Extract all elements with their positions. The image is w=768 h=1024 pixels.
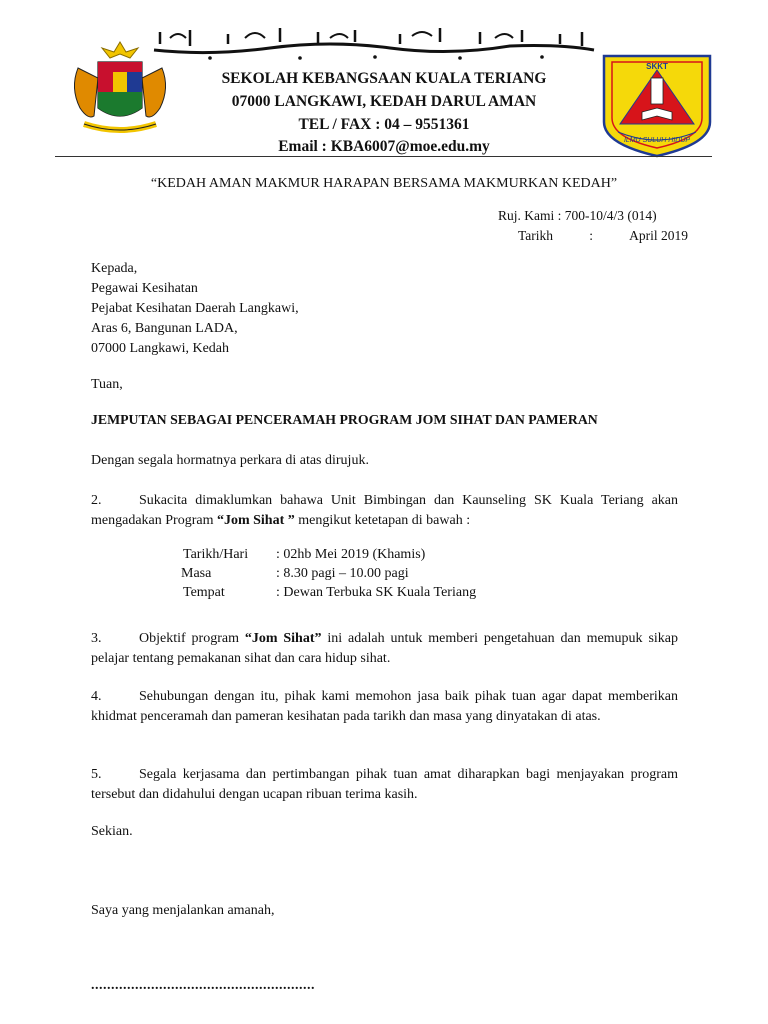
sign-off: Sekian.: [91, 824, 133, 839]
paragraph-text: ini adalah untuk memberi pengetahuan dan memupuk sikap pelajar tentang pemakanan sihat dan cara hidup sihat.: [91, 631, 678, 666]
header-divider: [55, 156, 712, 157]
intro-paragraph: Dengan segala hormatnya perkara di atas dirujuk.: [91, 453, 369, 468]
recipient-line: Pegawai Kesihatan: [91, 281, 198, 296]
paragraph-text: Objektif program: [139, 631, 245, 646]
event-row: [183, 564, 476, 583]
school-name: SEKOLAH KEBANGSAAN KUALA TERIANG: [221, 70, 547, 87]
date-separator: :: [589, 228, 593, 243]
paragraph-text: mengikut ketetapan di bawah :: [294, 513, 471, 528]
paragraph-number: 5.: [91, 767, 102, 782]
date-value: April 2019: [629, 228, 688, 243]
paragraph-5: [91, 765, 678, 805]
jawi-calligraphy-graphic: [150, 26, 598, 62]
program-name: “Jom Sihat ”: [216, 513, 295, 528]
paragraph-text: Segala kerjasama dan pertimbangan pihak tuan amat diharapkan bagi menjayakan program tersebut dan didahului dengan ucapan ribuan terima kasih.: [91, 767, 678, 802]
school-email: Email : KBA6007@moe.edu.my: [278, 138, 490, 155]
logo-motto: ILMU SULUH HIDUP: [623, 137, 691, 144]
recipient-line: 07000 Langkawi, Kedah: [91, 341, 230, 356]
paragraph-4: [91, 687, 678, 727]
logo-text: SKKT: [646, 62, 668, 71]
school-emblem-icon: [598, 52, 716, 162]
program-name: “Jom Sihat”: [244, 631, 322, 646]
recipient-line: Aras 6, Bangunan LADA,: [91, 321, 238, 336]
event-row: [183, 583, 476, 602]
paragraph-text: Sehubungan dengan itu, pihak kami memohon jasa baik pihak tuan agar dapat memberikan khidmat penceramah dan pameran kesihatan pada tarikh dan masa yang dinyatakan di atas.: [91, 689, 678, 724]
event-label: Tempat: [183, 585, 225, 600]
event-value: : 8.30 pagi – 10.00 pagi: [276, 566, 409, 581]
event-row: [183, 545, 476, 564]
event-value: : 02hb Mei 2019 (Khamis): [276, 547, 426, 562]
reference-number: Ruj. Kami : 700-10/4/3 (014): [498, 208, 657, 223]
event-details: [183, 545, 476, 602]
signature-line: ........................................................: [91, 978, 315, 993]
date-label: Tarikh: [518, 228, 554, 243]
skkt-school-logo: [598, 52, 716, 162]
paragraph-3: [91, 629, 678, 669]
reference-block: [498, 206, 688, 246]
event-value: : Dewan Terbuka SK Kuala Teriang: [276, 585, 477, 600]
event-label: Masa: [181, 566, 212, 581]
jawi-school-name: [150, 26, 598, 62]
school-address: 07000 LANGKAWI, KEDAH DARUL AMAN: [231, 93, 537, 110]
state-motto: “KEDAH AMAN MAKMUR HARAPAN BERSAMA MAKMURKAN KEDAH”: [150, 176, 618, 191]
recipient-line: Pejabat Kesihatan Daerah Langkawi,: [91, 301, 299, 316]
recipient-address: [91, 259, 299, 359]
date-row: [498, 226, 688, 246]
salutation: Tuan,: [91, 377, 123, 392]
recipient-line: Kepada,: [91, 261, 138, 276]
school-telephone: TEL / FAX : 04 – 9551361: [298, 116, 470, 133]
paragraph-number: 4.: [91, 689, 102, 704]
paragraph-number: 3.: [91, 631, 102, 646]
paragraph-2: [91, 491, 678, 531]
paragraph-number: 2.: [91, 493, 102, 508]
closing-line: Saya yang menjalankan amanah,: [91, 903, 275, 918]
paragraph-text: Sukacita dimaklumkan bahawa Unit Bimbingan dan Kaunseling SK Kuala Teriang akan mengadakan Program: [91, 493, 678, 528]
letter-subject: JEMPUTAN SEBAGAI PENCERAMAH PROGRAM JOM SIHAT DAN PAMERAN: [91, 412, 598, 427]
event-label: Tarikh/Hari: [183, 547, 249, 562]
